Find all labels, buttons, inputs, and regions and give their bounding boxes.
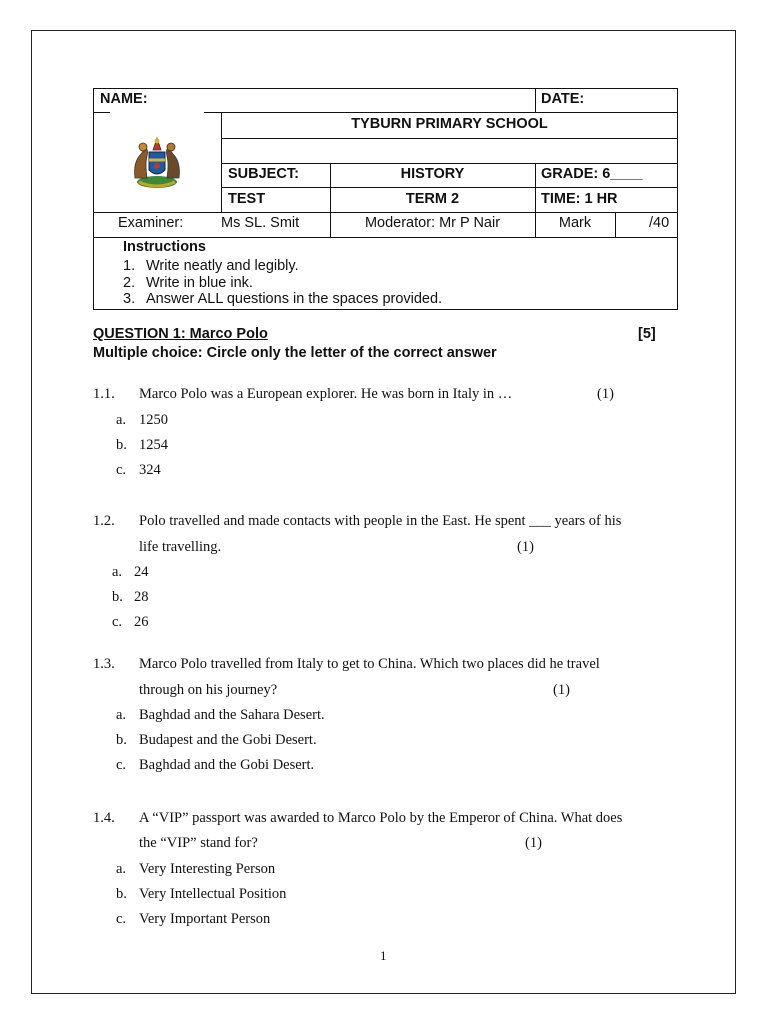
table-line: [204, 112, 678, 113]
question-mark: (1): [553, 682, 570, 698]
question-text: Polo travelled and made contacts with people in the East. He spent ___ years of his: [139, 513, 622, 529]
instructions-list: [123, 258, 442, 308]
instruction-number: 1.: [123, 258, 136, 274]
examiner-value: Ms SL. Smit: [221, 215, 300, 231]
mark-total: /40: [649, 215, 670, 231]
table-line: [535, 88, 536, 113]
question-number: 1.1.: [93, 386, 115, 402]
question-marks: [5]: [638, 326, 656, 342]
header-table: [93, 88, 678, 310]
coat-of-arms-logo: [127, 132, 187, 192]
table-line: [93, 88, 94, 310]
instruction-number: 2.: [123, 274, 136, 291]
mark-label: Mark: [558, 215, 592, 231]
page-number: 1: [380, 948, 387, 963]
option-text: 1250: [139, 412, 168, 428]
instruction-number: 3.: [123, 291, 136, 307]
table-line: [93, 309, 678, 310]
question-text: the “VIP” stand for?: [139, 835, 258, 851]
option-text: 26: [134, 614, 149, 630]
option-letter: a.: [116, 861, 127, 877]
instruction-item: [123, 275, 442, 292]
table-line: [221, 187, 678, 188]
instruction-text: Write neatly and legibly.: [146, 258, 299, 274]
time-label: TIME: 1 HR: [541, 191, 618, 207]
question-text: Marco Polo was a European explorer. He was born in Italy in …: [139, 386, 513, 402]
option-letter: a.: [116, 412, 127, 428]
question-instructions: Multiple choice: Circle only the letter of the correct answer: [93, 345, 497, 361]
option-letter: b.: [116, 732, 127, 748]
question-number: 1.4.: [93, 810, 115, 826]
subject-value: HISTORY: [400, 166, 465, 182]
option-letter: a.: [112, 564, 123, 580]
option-text: Very Interesting Person: [139, 861, 276, 877]
question-text: A “VIP” passport was awarded to Marco Polo by the Emperor of China. What does: [139, 810, 623, 826]
table-line: [93, 212, 678, 213]
option-text: Very Important Person: [139, 911, 271, 927]
question-number: 1.3.: [93, 656, 115, 672]
question-mark: (1): [517, 539, 534, 555]
option-letter: c.: [116, 462, 127, 478]
option-text: Very Intellectual Position: [139, 886, 287, 902]
option-text: 1254: [139, 437, 168, 453]
term-value: TERM 2: [405, 191, 460, 207]
option-text: Budapest and the Gobi Desert.: [139, 732, 317, 748]
instruction-item: [123, 258, 442, 275]
instructions-title: Instructions: [123, 239, 206, 255]
option-text: 24: [134, 564, 149, 580]
instruction-text: Write in blue ink.: [146, 274, 253, 291]
option-letter: b.: [116, 437, 127, 453]
option-text: Baghdad and the Gobi Desert.: [139, 757, 315, 773]
table-line: [93, 112, 110, 113]
grade-label: GRADE: 6____: [541, 166, 643, 182]
table-line: [221, 138, 678, 139]
question-text: through on his journey?: [139, 682, 278, 698]
option-letter: c.: [116, 911, 127, 927]
question-text: Marco Polo travelled from Italy to get to China. Which two places did he travel: [139, 656, 600, 672]
table-line: [615, 212, 616, 238]
table-line: [93, 88, 678, 89]
option-text: 28: [134, 589, 149, 605]
school-name: TYBURN PRIMARY SCHOOL: [351, 116, 548, 132]
subject-label: SUBJECT:: [228, 166, 299, 182]
option-letter: c.: [112, 614, 123, 630]
question-mark: (1): [525, 835, 542, 851]
table-line: [221, 163, 678, 164]
question-text: life travelling.: [139, 539, 222, 555]
option-letter: b.: [116, 886, 127, 902]
question-mark: (1): [597, 386, 614, 402]
date-label: DATE:: [541, 91, 585, 107]
test-label: TEST: [228, 191, 266, 207]
option-letter: a.: [116, 707, 127, 723]
question-number: 1.2.: [93, 513, 115, 529]
option-letter: c.: [116, 757, 127, 773]
table-line: [93, 237, 678, 238]
examiner-label: Examiner:: [118, 215, 184, 231]
moderator: Moderator: Mr P Nair: [364, 215, 501, 231]
name-label: NAME:: [100, 91, 148, 107]
option-letter: b.: [112, 589, 123, 605]
instruction-text: Answer ALL questions in the spaces provided.: [146, 291, 443, 307]
option-text: Baghdad and the Sahara Desert.: [139, 707, 325, 723]
question-title: QUESTION 1: Marco Polo: [93, 326, 268, 342]
option-text: 324: [139, 462, 161, 478]
instruction-item: [123, 291, 442, 308]
